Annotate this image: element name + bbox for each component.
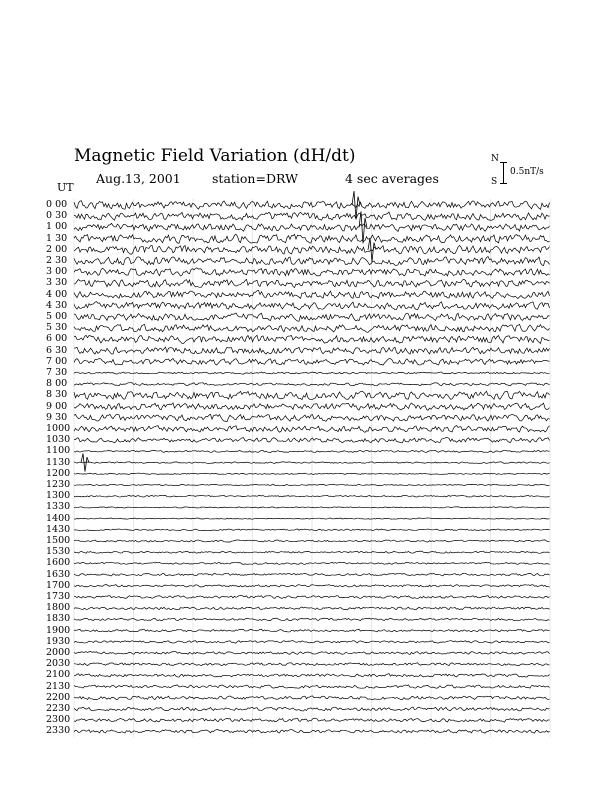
- time-label: 2 00: [46, 243, 68, 255]
- time-label: 5 30: [46, 322, 68, 334]
- time-label: 1700: [46, 579, 71, 591]
- time-label: 1230: [46, 479, 71, 490]
- time-label: 1 00: [46, 221, 68, 233]
- station-label: station=DRW: [212, 171, 298, 186]
- time-label: 6 00: [46, 333, 68, 345]
- time-label: 1530: [46, 546, 71, 558]
- time-label: 1300: [46, 490, 71, 502]
- time-label: 1500: [46, 535, 71, 546]
- time-label: 9 00: [46, 400, 68, 412]
- time-label: 6 30: [46, 344, 68, 356]
- time-label: 2100: [46, 669, 71, 681]
- time-label: 3 30: [46, 277, 68, 289]
- time-label: 1330: [46, 501, 71, 513]
- time-label: 1400: [46, 512, 71, 524]
- time-label: 0 30: [46, 210, 68, 222]
- scale-north-label: N: [491, 154, 499, 164]
- time-label: 1 30: [46, 232, 68, 244]
- scale-value-label: 0.5nT/s: [510, 167, 544, 177]
- time-label: 2230: [46, 703, 71, 714]
- time-label: 2030: [46, 658, 71, 670]
- time-label: 9 30: [46, 411, 68, 423]
- time-label: 3 00: [46, 266, 68, 278]
- time-label: 1630: [46, 568, 71, 580]
- time-label: 2130: [46, 680, 71, 692]
- time-label: 4 30: [46, 299, 68, 311]
- time-label: 1830: [46, 613, 71, 625]
- time-label: 1130: [46, 456, 71, 468]
- time-label: 2000: [46, 647, 71, 658]
- time-label: 7 30: [46, 367, 68, 378]
- time-label: 2 30: [46, 255, 68, 266]
- trace-spike: [368, 238, 376, 262]
- time-label: 8 30: [46, 389, 68, 401]
- time-label: 4 00: [46, 288, 68, 300]
- time-label: 8 00: [46, 378, 68, 390]
- time-label: 1900: [46, 624, 71, 636]
- time-label: 0 00: [46, 199, 68, 210]
- time-label: 1030: [46, 434, 71, 446]
- time-label: 2330: [46, 725, 71, 737]
- time-label: 1000: [46, 423, 71, 434]
- ut-axis-label: UT: [57, 181, 74, 194]
- time-label: 1430: [46, 523, 71, 535]
- scale-south-label: S: [491, 177, 498, 187]
- chart-title: Magnetic Field Variation (dH/dt): [74, 146, 356, 166]
- time-label: 2300: [46, 714, 71, 726]
- time-label: 1930: [46, 635, 71, 647]
- time-label: 1200: [46, 467, 71, 479]
- date-label: Aug.13, 2001: [96, 171, 181, 186]
- time-label: 2200: [46, 691, 71, 703]
- time-label: 1800: [46, 602, 71, 614]
- time-label: 5 00: [46, 311, 68, 322]
- time-label: 1730: [46, 591, 71, 602]
- averaging-label: 4 sec averages: [345, 171, 439, 186]
- time-label: 1100: [46, 445, 71, 457]
- time-label: 1600: [46, 557, 71, 569]
- time-label: 7 00: [46, 355, 68, 367]
